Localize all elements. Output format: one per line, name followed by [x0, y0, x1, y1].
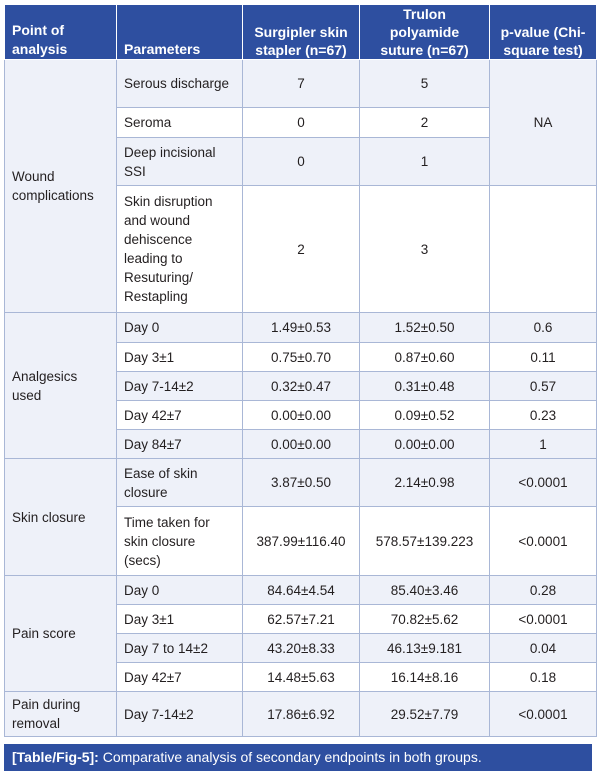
- param-cell: Day 42±7: [117, 663, 243, 692]
- stapler-value: 0.00±0.00: [243, 430, 360, 459]
- suture-value: 2.14±0.98: [360, 459, 490, 507]
- param-cell: Day 7-14±2: [117, 692, 243, 737]
- stapler-value: 7: [243, 60, 360, 108]
- suture-value: 0.87±0.60: [360, 343, 490, 372]
- stapler-value: 84.64±4.54: [243, 576, 360, 605]
- p-value: 1: [490, 430, 597, 459]
- results-table-wrapper: [4, 4, 596, 737]
- group-analgesics-used: Analgesics used: [5, 313, 117, 459]
- stapler-value: 387.99±116.40: [243, 507, 360, 576]
- stapler-value: 0.00±0.00: [243, 401, 360, 430]
- suture-value: 70.82±5.62: [360, 605, 490, 634]
- suture-value: 3: [360, 186, 490, 313]
- suture-value: 29.52±7.79: [360, 692, 490, 737]
- param-cell: Day 3±1: [117, 343, 243, 372]
- stapler-value: 62.57±7.21: [243, 605, 360, 634]
- group-wound-complications: Wound complications: [5, 60, 117, 313]
- param-cell: Time taken for skin closure (secs): [117, 507, 243, 576]
- p-value: 0.28: [490, 576, 597, 605]
- caption-label: [Table/Fig-5]:: [12, 749, 99, 765]
- p-value: 0.04: [490, 634, 597, 663]
- suture-value: 46.13±9.181: [360, 634, 490, 663]
- param-cell: Day 3±1: [117, 605, 243, 634]
- param-cell: Day 84±7: [117, 430, 243, 459]
- stapler-value: 0.75±0.70: [243, 343, 360, 372]
- stapler-value: 43.20±8.33: [243, 634, 360, 663]
- stapler-value: 14.48±5.63: [243, 663, 360, 692]
- stapler-value: 1.49±0.53: [243, 313, 360, 343]
- p-value: 0.18: [490, 663, 597, 692]
- results-table: [4, 4, 597, 737]
- stapler-value: 2: [243, 186, 360, 313]
- param-cell: Day 0: [117, 313, 243, 343]
- suture-value: 2: [360, 108, 490, 138]
- group-pain-score: Pain score: [5, 576, 117, 692]
- table-row: [5, 313, 597, 343]
- param-cell: Day 7 to 14±2: [117, 634, 243, 663]
- stapler-value: 0: [243, 138, 360, 186]
- p-value: 0.23: [490, 401, 597, 430]
- caption-text: Comparative analysis of secondary endpoints in both groups.: [102, 749, 482, 765]
- group-skin-closure: Skin closure: [5, 459, 117, 576]
- suture-value: 16.14±8.16: [360, 663, 490, 692]
- p-value: <0.0001: [490, 459, 597, 507]
- p-value: <0.0001: [490, 605, 597, 634]
- table-caption: [4, 744, 592, 771]
- param-cell: Ease of skin closure: [117, 459, 243, 507]
- param-cell: Skin disruption and wound dehiscence leading to Resuturing/ Restapling: [117, 186, 243, 313]
- header-trulon-suture: Trulon polyamide suture (n=67): [360, 5, 490, 60]
- header-parameters: Parameters: [117, 5, 243, 60]
- param-cell: Seroma: [117, 108, 243, 138]
- p-value: NA: [490, 60, 597, 186]
- suture-value: 0.09±0.52: [360, 401, 490, 430]
- header-p-value: p-value (Chi-square test): [490, 5, 597, 60]
- param-cell: Day 7-14±2: [117, 372, 243, 401]
- p-value: 0.11: [490, 343, 597, 372]
- suture-value: 85.40±3.46: [360, 576, 490, 605]
- suture-value: 5: [360, 60, 490, 108]
- header-surgipler-stapler: Surgipler skin stapler (n=67): [243, 5, 360, 60]
- param-cell: Serous discharge: [117, 60, 243, 108]
- stapler-value: 17.86±6.92: [243, 692, 360, 737]
- table-row: [5, 459, 597, 507]
- stapler-value: 0.32±0.47: [243, 372, 360, 401]
- suture-value: 1.52±0.50: [360, 313, 490, 343]
- stapler-value: 3.87±0.50: [243, 459, 360, 507]
- table-row: [5, 576, 597, 605]
- table-row: [5, 60, 597, 108]
- p-value: 0.57: [490, 372, 597, 401]
- p-value: <0.0001: [490, 507, 597, 576]
- table-header-row: [5, 5, 597, 60]
- p-value: <0.0001: [490, 692, 597, 737]
- suture-value: 578.57±139.223: [360, 507, 490, 576]
- table-row: [5, 692, 597, 737]
- param-cell: Day 42±7: [117, 401, 243, 430]
- suture-value: 0.00±0.00: [360, 430, 490, 459]
- param-cell: Day 0: [117, 576, 243, 605]
- p-value: 0.6: [490, 313, 597, 343]
- suture-value: 0.31±0.48: [360, 372, 490, 401]
- stapler-value: 0: [243, 108, 360, 138]
- header-point-of-analysis: Point of analysis: [5, 5, 117, 60]
- group-pain-during-removal: Pain during removal: [5, 692, 117, 737]
- p-value: [490, 186, 597, 313]
- suture-value: 1: [360, 138, 490, 186]
- param-cell: Deep incisional SSI: [117, 138, 243, 186]
